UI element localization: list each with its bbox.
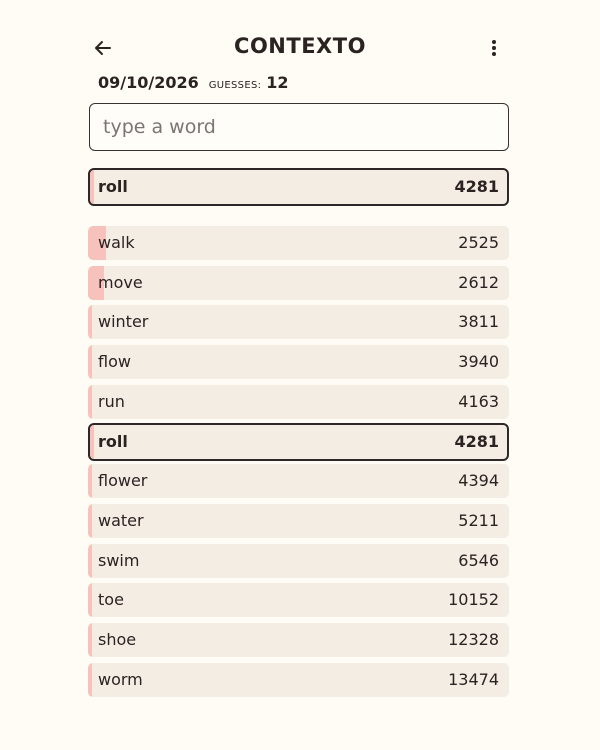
- guess-row: [88, 305, 509, 339]
- guess-row: [88, 423, 509, 461]
- guess-distance: 4163: [458, 391, 499, 411]
- menu-button[interactable]: [480, 34, 508, 62]
- word-input[interactable]: [90, 104, 508, 150]
- guess-row: [88, 226, 509, 260]
- guess-word: run: [98, 391, 125, 411]
- word-input-container: [89, 103, 509, 151]
- closeness-bar: [90, 425, 94, 459]
- closeness-bar: [88, 385, 92, 419]
- guess-row: [88, 266, 509, 300]
- closeness-bar: [88, 663, 92, 697]
- guess-distance: 4281: [454, 431, 499, 451]
- guess-distance: 4394: [458, 471, 499, 491]
- guess-distance: 3940: [458, 352, 499, 372]
- guess-distance: 3811: [458, 312, 499, 332]
- guess-row: [88, 583, 509, 617]
- guess-word: toe: [98, 590, 124, 610]
- closeness-bar: [88, 623, 92, 657]
- guess-word: winter: [98, 312, 149, 332]
- game-date: 09/10/2026: [98, 73, 199, 92]
- guess-row: [88, 385, 509, 419]
- guess-row: [88, 464, 509, 498]
- guesses-label: GUESSES:: [208, 80, 262, 91]
- closeness-bar: [88, 504, 92, 538]
- guess-row: [88, 663, 509, 697]
- guesses-count: 12: [266, 73, 289, 92]
- closeness-bar: [88, 464, 92, 498]
- guess-word: swim: [98, 550, 140, 570]
- guess-row: [88, 623, 509, 657]
- vertical-dots-icon: [491, 38, 497, 58]
- game-info: [98, 73, 289, 93]
- guess-row: [88, 345, 509, 379]
- guess-word: roll: [98, 431, 128, 451]
- closeness-bar: [88, 345, 92, 379]
- guess-word: flow: [98, 352, 131, 372]
- guess-distance: 6546: [458, 550, 499, 570]
- guess-distance: 10152: [448, 590, 499, 610]
- guess-distance: 2525: [458, 233, 499, 252]
- guess-word: roll: [98, 177, 128, 196]
- last-guess-row: [88, 168, 509, 206]
- guess-distance: 2612: [458, 272, 499, 292]
- guess-distance: 5211: [458, 510, 499, 530]
- guess-word: shoe: [98, 630, 137, 649]
- closeness-bar: [88, 544, 92, 578]
- guess-word: worm: [98, 669, 143, 689]
- guess-distance: 13474: [448, 669, 499, 689]
- closeness-bar: [88, 583, 92, 617]
- guess-distance: 12328: [448, 630, 499, 649]
- guess-row: [88, 544, 509, 578]
- guess-word: water: [98, 510, 144, 530]
- guess-word: walk: [98, 233, 135, 252]
- closeness-bar: [90, 170, 94, 204]
- guess-word: flower: [98, 471, 148, 491]
- closeness-bar: [88, 305, 92, 339]
- guess-word: move: [98, 272, 143, 292]
- header: [0, 28, 600, 68]
- app-title: CONTEXTO: [234, 34, 366, 58]
- guess-distance: 4281: [454, 177, 499, 196]
- guess-row: [88, 504, 509, 538]
